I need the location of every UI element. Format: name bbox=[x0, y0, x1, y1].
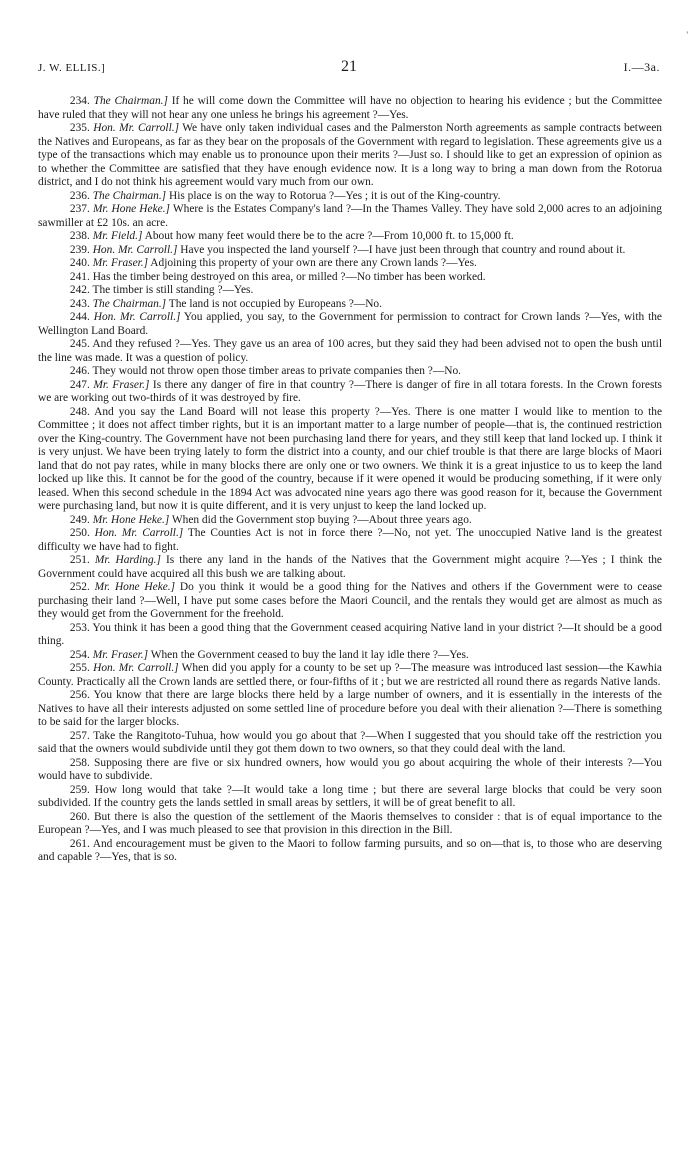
question-number: 246. bbox=[69, 365, 90, 377]
question-paragraph bbox=[38, 230, 662, 244]
question-paragraph bbox=[38, 662, 662, 689]
question-text: You know that there are large blocks there held by a large number of owners, and it is essentially in the interests of the Natives to have all their interests adjusted on some settled line of procedure before you deal with their alienation ?—There is something to be said for the larger blocks. bbox=[38, 689, 662, 728]
transcript-body bbox=[38, 95, 662, 865]
question-number: 253. bbox=[69, 621, 90, 634]
question-text: Supposing there are five or six hundred owners, how would you go about acquiring the whole of their interests ?—You would have to subdivide. bbox=[38, 756, 662, 782]
question-number: 250. bbox=[69, 527, 90, 539]
speaker-name: Mr. Fraser.] bbox=[92, 648, 149, 661]
question-text: How long would that take ?—It would take a long time ; but there are several large blocks that could be very soon subdivided. If the country gets the lands settled in small areas by settlers, it will be of great benefit to all. bbox=[38, 783, 662, 809]
question-text: You applied, you say, to the Government for permission to contract for Crown lands ?—Yes, with the Wellington Land Board. bbox=[38, 311, 662, 337]
speaker-name: Mr. Hone Heke.] bbox=[92, 203, 170, 215]
question-text: Take the Rangitoto-Tuhua, how would you go about that ?—When I suggested that you should take off the restriction you said that the owners would subdivide until they got them down to two owners, so that they could deal with the land. bbox=[38, 729, 662, 755]
question-paragraph bbox=[38, 122, 662, 190]
speaker-name: Hon. Mr. Carroll.] bbox=[94, 527, 184, 539]
question-text: Adjoining this property of your own are there any Crown lands ?—Yes. bbox=[148, 257, 477, 269]
question-paragraph bbox=[38, 554, 662, 581]
question-text: Is there any danger of fire in that country ?—There is danger of fire in all totara forests. In the Crown forests we are working out two-thirds of it was destroyed by fire. bbox=[38, 378, 662, 404]
question-text: When the Government ceased to buy the land it lay idle there ?—Yes. bbox=[148, 648, 469, 661]
speaker-name: Mr. Harding.] bbox=[94, 554, 161, 566]
question-number: 245. bbox=[69, 338, 90, 350]
question-number: 257. bbox=[69, 729, 90, 742]
speaker-name: The Chairman.] bbox=[92, 297, 167, 310]
question-text: And encouragement must be given to the Maori to follow farming pursuits, and so on—that is, to those who are deserving and capable ?—Yes, that is so. bbox=[38, 837, 663, 863]
question-number: 259. bbox=[69, 783, 90, 796]
question-paragraph bbox=[38, 527, 662, 554]
question-number: 258. bbox=[69, 756, 90, 769]
question-paragraph bbox=[38, 757, 662, 784]
question-paragraph bbox=[38, 284, 662, 298]
question-number: 247. bbox=[69, 378, 90, 391]
question-paragraph bbox=[38, 338, 662, 365]
speaker-name: The Chairman.] bbox=[92, 189, 167, 202]
question-text: The land is not occupied by Europeans ?—No. bbox=[166, 297, 382, 310]
question-paragraph bbox=[38, 257, 662, 271]
question-paragraph bbox=[38, 190, 662, 204]
question-number: 256. bbox=[69, 689, 90, 701]
question-text: When did the Government stop buying ?—About three years ago. bbox=[169, 513, 472, 526]
question-number: 239. bbox=[69, 243, 90, 256]
question-paragraph bbox=[38, 203, 662, 230]
question-number: 234. bbox=[69, 95, 90, 107]
question-text: Have you inspected the land yourself ?—I have just been through that country and round about it. bbox=[177, 243, 626, 256]
corner-mark: ' bbox=[686, 30, 688, 40]
question-text: If he will come down the Committee will have no objection to hearing his evidence ; but the Committee have ruled that they will not hear any one unless he brings his agreement ?—Yes. bbox=[38, 95, 662, 121]
question-text: Do you think it would be a good thing for the Natives and others if the Government were to cease purchasing their land ?—Well, I have put some cases before the Maori Council, and the rentals they would get are almost as much as they would get from the Government for the freehold. bbox=[38, 581, 662, 620]
question-text: The Counties Act is not in force there ?—No, not yet. The unoccupied Native land is the greatest difficulty we have had to fight. bbox=[38, 527, 662, 553]
question-number: 235. bbox=[69, 122, 90, 134]
question-paragraph bbox=[38, 379, 662, 406]
speaker-name: Mr. Hone Heke.] bbox=[92, 513, 170, 526]
question-paragraph bbox=[38, 95, 662, 122]
question-number: 238. bbox=[69, 230, 90, 242]
question-text: We have only taken individual cases and the Palmerston North agreements as sample contracts between the Natives and Europeans, as far as they bear on the proposals of the Government with regard to legislation. These agreements give us a type of the transactions which may enable us to pronounce upon their merits ?—Just so. I should like to get an expression of opinion as to whether the Committee are satisfied that they have enough evidence now. It is a long way to bring a man down from the Rotorua district, and I do not think his agreement would vary much from our own. bbox=[38, 122, 662, 188]
question-text: And they refused ?—Yes. They gave us an area of 100 acres, but they said they had been advised not to open the bush until the line was made. It was a question of policy. bbox=[38, 338, 663, 364]
running-header bbox=[38, 58, 660, 78]
header-witness-name: J. W. ELLIS.] bbox=[38, 62, 106, 74]
question-number: 240. bbox=[69, 257, 90, 269]
question-number: 252. bbox=[69, 581, 90, 593]
question-number: 242. bbox=[69, 284, 90, 296]
question-paragraph bbox=[38, 649, 662, 663]
question-text: His place is on the way to Rotorua ?—Yes ; it is out of the King-country. bbox=[166, 189, 501, 202]
question-number: 254. bbox=[69, 648, 90, 661]
question-paragraph bbox=[38, 730, 662, 757]
question-paragraph bbox=[38, 298, 662, 312]
question-text: You think it has been a good thing that the Government ceased acquiring Native land in your district ?—It should be a good thing. bbox=[38, 621, 662, 647]
question-number: 255. bbox=[69, 662, 90, 674]
speaker-name: Mr. Fraser.] bbox=[93, 378, 150, 391]
speaker-name: The Chairman.] bbox=[93, 95, 168, 107]
question-paragraph bbox=[38, 271, 662, 285]
question-paragraph bbox=[38, 581, 662, 622]
question-text: Where is the Estates Company's land ?—In the Thames Valley. They have sold 2,000 acres to an adjoining sawmiller at £2 10s. an acre. bbox=[38, 203, 662, 229]
question-paragraph bbox=[38, 244, 662, 258]
question-number: 237. bbox=[69, 203, 90, 215]
speaker-name: Mr. Field.] bbox=[92, 230, 143, 242]
question-text: But there is also the question of the settlement of the Maoris themselves to consider : that is of equal importance to the European ?—Yes, and I was much pleased to see that provision in this direction in the Bill. bbox=[38, 810, 662, 836]
document-reference: I.—3a. bbox=[623, 60, 660, 74]
speaker-name: Mr. Fraser.] bbox=[92, 257, 149, 269]
question-paragraph bbox=[38, 406, 662, 514]
question-number: 244. bbox=[69, 311, 90, 323]
question-paragraph bbox=[38, 311, 662, 338]
speaker-name: Hon. Mr. Carroll.] bbox=[93, 311, 181, 323]
question-number: 260. bbox=[69, 810, 90, 823]
question-paragraph bbox=[38, 514, 662, 528]
question-number: 249. bbox=[69, 513, 90, 526]
question-paragraph bbox=[38, 365, 662, 379]
question-text: The timber is still standing ?—Yes. bbox=[92, 284, 254, 296]
question-number: 261. bbox=[69, 837, 90, 850]
question-text: About how many feet would there be to the acre ?—From 10,000 ft. to 15,000 ft. bbox=[142, 230, 514, 242]
question-paragraph bbox=[38, 622, 662, 649]
question-paragraph bbox=[38, 838, 662, 865]
page-number: 21 bbox=[341, 58, 357, 75]
question-number: 241. bbox=[69, 270, 90, 283]
speaker-name: Hon. Mr. Carroll.] bbox=[93, 122, 180, 134]
speaker-name: Mr. Hone Heke.] bbox=[94, 581, 176, 593]
speaker-name: Hon. Mr. Carroll.] bbox=[92, 243, 178, 256]
question-text: They would not throw open those timber areas to private companies then ?—No. bbox=[92, 365, 462, 377]
question-text: Has the timber being destroyed on this area, or milled ?—No timber has been worked. bbox=[92, 270, 486, 283]
question-paragraph bbox=[38, 784, 662, 811]
speaker-name: Hon. Mr. Carroll.] bbox=[93, 662, 179, 674]
question-text: When did you apply for a county to be set up ?—The measure was introduced last session—the Kawhia County. Practically all the Crown lands are settled there, or four-fifths of it ; but we are restricted all round there as regards Native lands. bbox=[38, 662, 662, 688]
question-text: And you say the Land Board will not lease this property ?—Yes. There is one matter I would like to mention to the Committee ; it does not affect timber rights, but it is an important matter to a large number of people—that is, the continued restriction over the King-country. The Government have not been purchasing land there for years, and they still keep that land locked up. I think it is very unjust. We have been trying lately to form the district into a county, and our chief trouble is that there are large blocks of Maori land that do not pay rates, while in many blocks there are only one or two owners. We think it is a great injustice to us to keep the land locked up like this. It cannot be for the good of the country, because if it were opened it would be producing something, if it were only leased. When this second schedule in the 1894 Act was advocated nine years ago there was good reason for it, because the Government were purchasing land, but now it is quite different, and it is very unjust to keep the land locked up. bbox=[38, 405, 663, 512]
question-number: 243. bbox=[69, 297, 90, 310]
question-number: 248. bbox=[69, 405, 90, 418]
question-text: Is there any land in the hands of the Natives that the Government might acquire ?—Yes ; I think the Government could have acquired all this bush we are talking about. bbox=[38, 554, 662, 580]
question-number: 251. bbox=[69, 554, 90, 566]
question-paragraph bbox=[38, 689, 662, 730]
question-paragraph bbox=[38, 811, 662, 838]
question-number: 236. bbox=[69, 189, 90, 202]
